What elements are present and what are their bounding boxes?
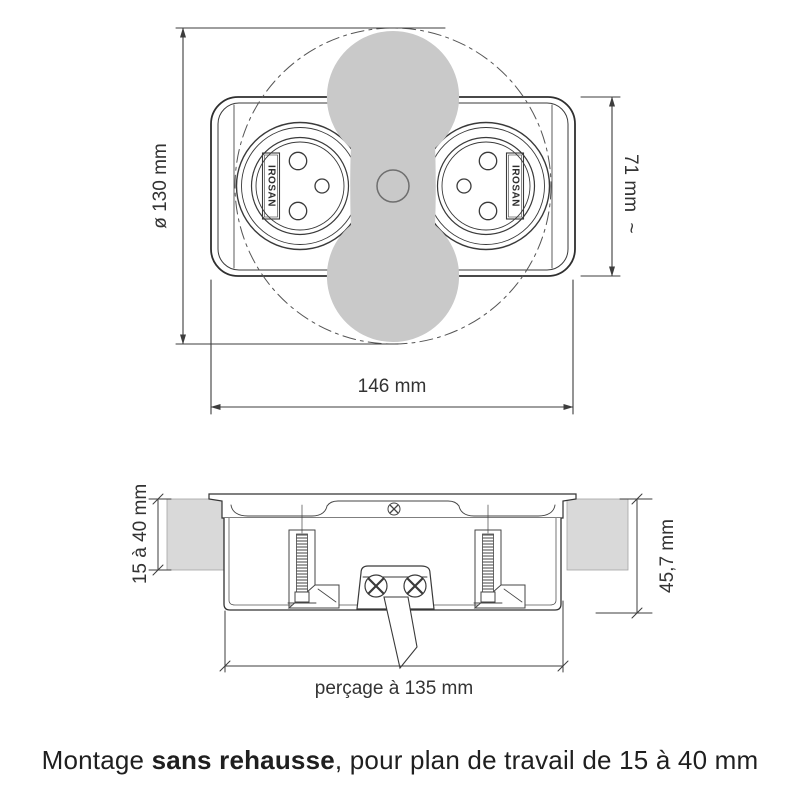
dim-diameter-label: ø 130 mm	[150, 143, 172, 229]
clamp-thread-rod	[297, 534, 308, 592]
dim-width-label: 146 mm	[357, 376, 427, 397]
bracket-screw	[365, 575, 387, 597]
dim-worktop-thickness-label: 15 à 40 mm	[130, 483, 152, 585]
top-view	[150, 28, 641, 414]
center-bracket	[357, 566, 434, 668]
cover-hinge-circle	[377, 170, 409, 202]
dim-height-approx: ~	[619, 222, 641, 234]
caption-part1: Montage	[41, 745, 152, 775]
dim-worktop-thickness	[130, 484, 171, 584]
dim-height	[581, 97, 641, 276]
caption-emphasis: sans rehausse	[151, 745, 335, 775]
worktop-section-right	[567, 499, 628, 570]
bottom-view	[130, 484, 678, 699]
dim-total-depth-label: 45,7 mm	[657, 519, 679, 593]
clamp-nut	[481, 592, 495, 602]
caption-part2: , pour plan de travail de 15 à 40 mm	[334, 745, 759, 775]
brand-label-right: IROSAN	[509, 165, 521, 207]
dim-drill-hole-label: perçage à 135 mm	[314, 678, 474, 699]
bracket-screw	[404, 575, 426, 597]
brand-label-left: IROSAN	[265, 165, 277, 207]
clamp-nut	[295, 592, 309, 602]
caption	[42, 745, 759, 775]
worktop-section-left	[167, 499, 228, 570]
clamp-thread-rod	[483, 534, 494, 592]
dim-height-label: 71 mm	[619, 153, 641, 213]
